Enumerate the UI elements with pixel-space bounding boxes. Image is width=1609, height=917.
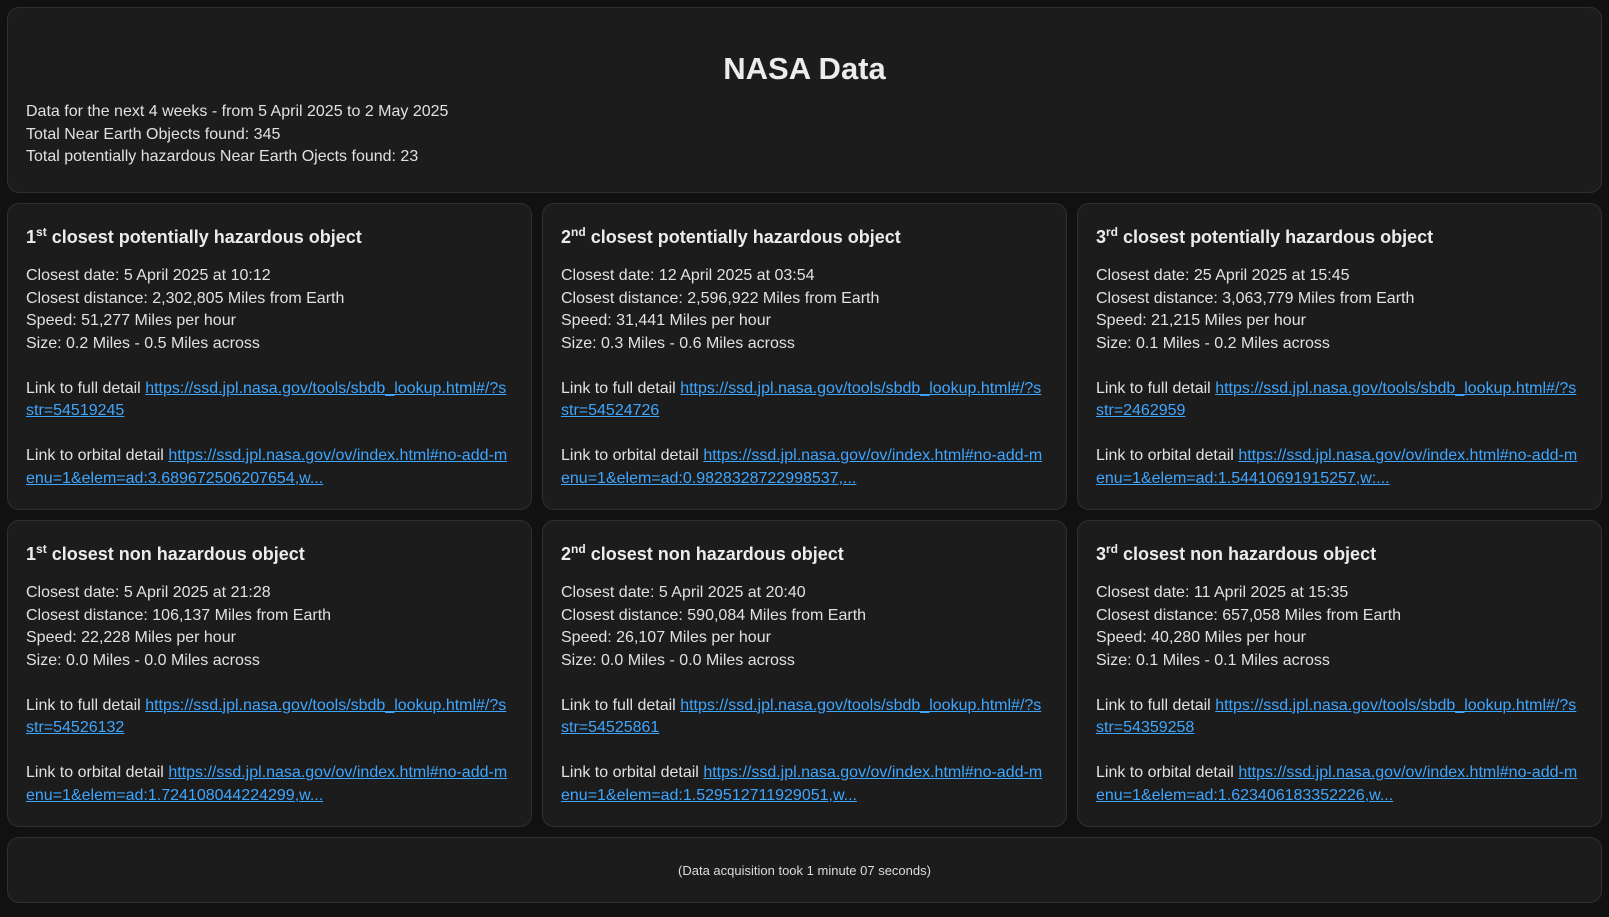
speed: Speed: 51,277 Miles per hour	[26, 312, 236, 329]
speed: Speed: 40,280 Miles per hour	[1096, 629, 1306, 646]
speed: Speed: 26,107 Miles per hour	[561, 629, 771, 646]
rank-number: 2	[561, 227, 572, 247]
orbital-detail-label: Link to orbital detail	[26, 447, 164, 464]
date-range-text: Data for the next 4 weeks - from 5 April 2025 to 2 May 2025	[26, 103, 449, 121]
orbital-detail-line	[1096, 445, 1583, 490]
full-detail-line	[561, 695, 1048, 740]
orbital-detail-line	[1096, 762, 1583, 807]
rank-suffix: st	[36, 542, 47, 556]
summary-lines	[26, 101, 1583, 169]
closest-distance: Closest distance: 657,058 Miles from Earth	[1096, 606, 1402, 624]
full-detail-line	[26, 378, 513, 423]
object-details	[1096, 265, 1583, 490]
orbital-detail-link[interactable]: https://ssd.jpl.nasa.gov/ov/index.html#no-add-menu=1&elem=ad:3.689672506207654,w...	[26, 447, 508, 487]
full-detail-label: Link to full detail	[26, 379, 141, 397]
speed: Speed: 31,441 Miles per hour	[561, 312, 771, 329]
object-card-title	[26, 224, 513, 250]
hazardous-object-card-2	[542, 203, 1067, 510]
full-detail-line	[1096, 695, 1583, 740]
orbital-detail-link[interactable]: https://ssd.jpl.nasa.gov/ov/index.html#no-add-menu=1&elem=ad:0.9828328722998537,...	[561, 447, 1043, 487]
full-detail-line	[1096, 378, 1583, 423]
orbital-detail-link[interactable]: https://ssd.jpl.nasa.gov/ov/index.html#no-add-menu=1&elem=ad:1.724108044224299,w...	[26, 764, 508, 804]
rank-suffix: rd	[1106, 542, 1119, 556]
footer-card	[7, 837, 1602, 903]
full-detail-link[interactable]: https://ssd.jpl.nasa.gov/tools/sbdb_lookup.html#/?sstr=54525861	[561, 696, 1042, 736]
full-detail-label: Link to full detail	[561, 379, 676, 397]
non-hazardous-object-card-2	[542, 520, 1067, 827]
page-title: NASA Data	[723, 51, 886, 86]
object-details	[26, 582, 513, 807]
orbital-detail-label: Link to orbital detail	[26, 764, 164, 781]
object-card-title	[561, 224, 1048, 250]
closest-distance: Closest distance: 2,302,805 Miles from Earth	[26, 289, 345, 307]
closest-distance: Closest distance: 106,137 Miles from Earth	[26, 606, 332, 624]
full-detail-link[interactable]: https://ssd.jpl.nasa.gov/tools/sbdb_lookup.html#/?sstr=2462959	[1096, 379, 1577, 419]
object-card-title	[26, 541, 513, 567]
full-detail-label: Link to full detail	[561, 696, 676, 714]
rank-number: 3	[1096, 544, 1107, 564]
closest-date: Closest date: 5 April 2025 at 21:28	[26, 584, 271, 601]
rank-suffix: st	[36, 225, 47, 239]
size: Size: 0.2 Miles - 0.5 Miles across	[26, 334, 260, 352]
acquisition-time-text: (Data acquisition took 1 minute 07 seconds)	[678, 862, 931, 878]
rank-number: 3	[1096, 227, 1107, 247]
object-details	[561, 265, 1048, 490]
closest-date: Closest date: 5 April 2025 at 20:40	[561, 584, 806, 601]
title-text: closest potentially hazardous object	[590, 227, 901, 247]
full-detail-label: Link to full detail	[1096, 696, 1211, 714]
title-text: closest non hazardous object	[590, 544, 844, 564]
closest-distance: Closest distance: 2,596,922 Miles from Earth	[561, 289, 880, 307]
summary-card	[7, 7, 1602, 193]
non-hazardous-object-card-1	[7, 520, 532, 827]
object-card-title	[561, 541, 1048, 567]
total-objects-text: Total Near Earth Objects found: 345	[26, 125, 281, 143]
orbital-detail-label: Link to orbital detail	[561, 447, 699, 464]
hazardous-object-card-3	[1077, 203, 1602, 510]
orbital-detail-label: Link to orbital detail	[1096, 447, 1234, 464]
size: Size: 0.3 Miles - 0.6 Miles across	[561, 334, 795, 352]
size: Size: 0.0 Miles - 0.0 Miles across	[26, 651, 260, 669]
title-text: closest potentially hazardous object	[51, 227, 362, 247]
closest-date: Closest date: 5 April 2025 at 10:12	[26, 267, 271, 284]
orbital-detail-line	[561, 762, 1048, 807]
closest-date: Closest date: 11 April 2025 at 15:35	[1096, 584, 1349, 601]
orbital-detail-label: Link to orbital detail	[1096, 764, 1234, 781]
full-detail-label: Link to full detail	[1096, 379, 1211, 397]
speed: Speed: 21,215 Miles per hour	[1096, 312, 1306, 329]
object-details	[26, 265, 513, 490]
rank-suffix: nd	[571, 542, 586, 556]
size: Size: 0.0 Miles - 0.0 Miles across	[561, 651, 795, 669]
orbital-detail-link[interactable]: https://ssd.jpl.nasa.gov/ov/index.html#no-add-menu=1&elem=ad:1.529512711929051,w...	[561, 764, 1043, 804]
title-text: closest non hazardous object	[1123, 544, 1377, 564]
full-detail-line	[26, 695, 513, 740]
title-text: closest potentially hazardous object	[1123, 227, 1434, 247]
object-details	[561, 582, 1048, 807]
rank-suffix: rd	[1106, 225, 1119, 239]
full-detail-line	[561, 378, 1048, 423]
speed: Speed: 22,228 Miles per hour	[26, 629, 236, 646]
full-detail-link[interactable]: https://ssd.jpl.nasa.gov/tools/sbdb_lookup.html#/?sstr=54524726	[561, 379, 1042, 419]
size: Size: 0.1 Miles - 0.1 Miles across	[1096, 651, 1330, 669]
orbital-detail-line	[26, 445, 513, 490]
hazardous-object-card-1	[7, 203, 532, 510]
rank-number: 2	[561, 544, 572, 564]
size: Size: 0.1 Miles - 0.2 Miles across	[1096, 334, 1330, 352]
object-card-title	[1096, 224, 1583, 250]
object-card-title	[1096, 541, 1583, 567]
closest-distance: Closest distance: 590,084 Miles from Earth	[561, 606, 867, 624]
orbital-detail-link[interactable]: https://ssd.jpl.nasa.gov/ov/index.html#no-add-menu=1&elem=ad:1.623406183352226,w...	[1096, 764, 1578, 804]
rank-number: 1	[26, 544, 37, 564]
hazardous-total-text: Total potentially hazardous Near Earth Ojects found: 23	[26, 148, 419, 166]
closest-date: Closest date: 25 April 2025 at 15:45	[1096, 267, 1350, 284]
full-detail-label: Link to full detail	[26, 696, 141, 714]
closest-distance: Closest distance: 3,063,779 Miles from Earth	[1096, 289, 1415, 307]
rank-number: 1	[26, 227, 37, 247]
full-detail-link[interactable]: https://ssd.jpl.nasa.gov/tools/sbdb_lookup.html#/?sstr=54526132	[26, 696, 507, 736]
closest-date: Closest date: 12 April 2025 at 03:54	[561, 267, 815, 284]
rank-suffix: nd	[571, 225, 586, 239]
orbital-detail-label: Link to orbital detail	[561, 764, 699, 781]
title-text: closest non hazardous object	[51, 544, 305, 564]
full-detail-link[interactable]: https://ssd.jpl.nasa.gov/tools/sbdb_lookup.html#/?sstr=54519245	[26, 379, 507, 419]
full-detail-link[interactable]: https://ssd.jpl.nasa.gov/tools/sbdb_lookup.html#/?sstr=54359258	[1096, 696, 1577, 736]
non-hazardous-object-card-3	[1077, 520, 1602, 827]
orbital-detail-link[interactable]: https://ssd.jpl.nasa.gov/ov/index.html#no-add-menu=1&elem=ad:1.54410691915257,w:...	[1096, 447, 1578, 487]
orbital-detail-line	[561, 445, 1048, 490]
orbital-detail-line	[26, 762, 513, 807]
object-details	[1096, 582, 1583, 807]
